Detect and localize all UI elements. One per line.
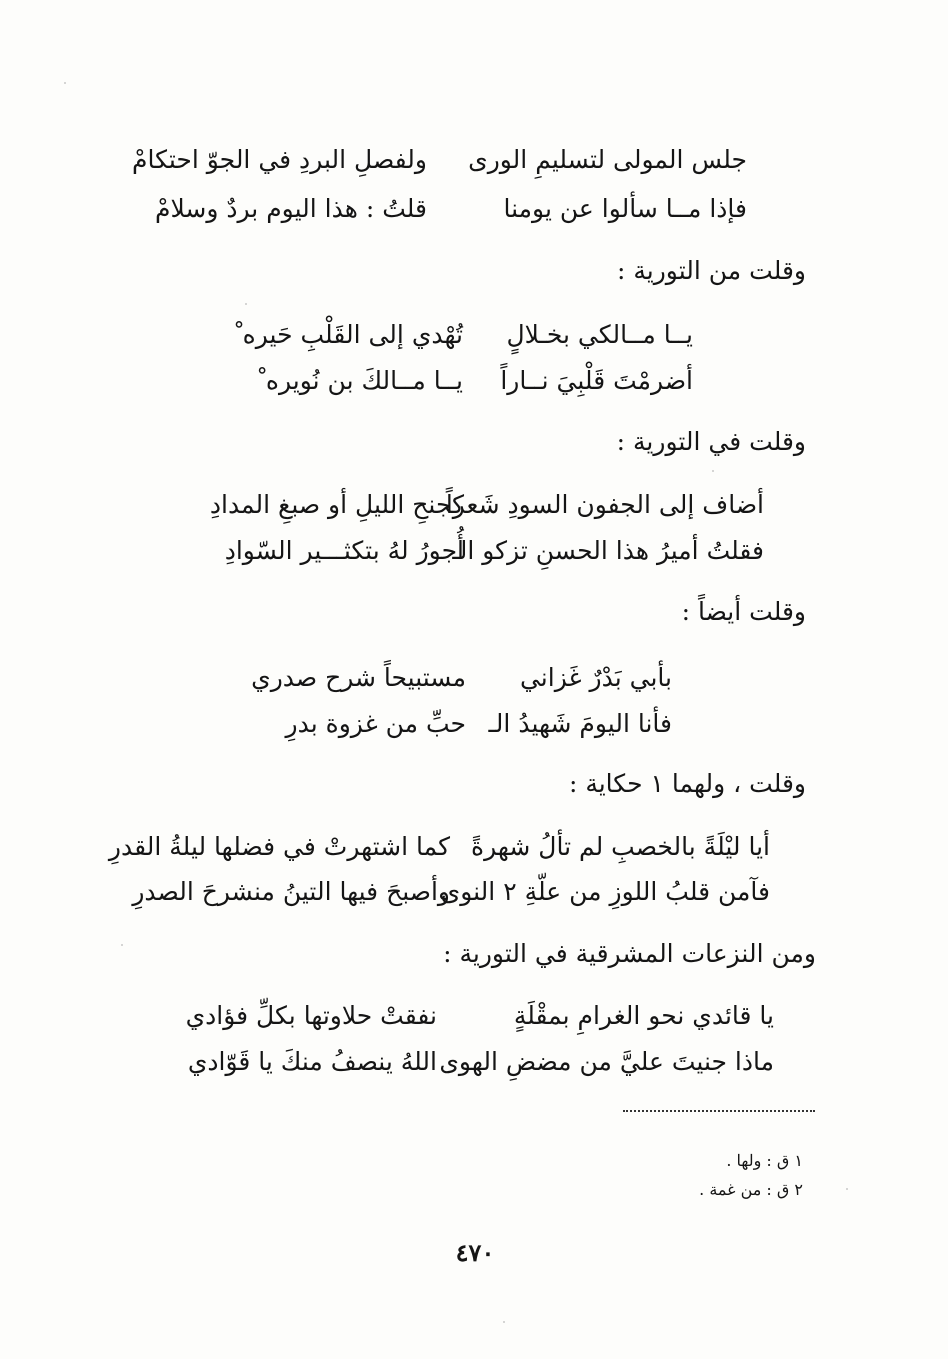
verse-5-left-hemistich: كجنحِ الليلِ أو صبغِ المدادِ (209, 490, 464, 519)
verse-6-left-hemistich: أُجورُ لهُ بتكثـــير السّوادِ (224, 536, 464, 565)
section-heading: وقلت في التورية : (616, 427, 806, 456)
verse-6-right-hemistich: فقلتُ أميرُ هذا الحسنِ تزكو الـ (452, 536, 764, 565)
verse-12-right-hemistich: ماذا جنيتَ عليَّ من مضضِ الهوى (439, 1047, 774, 1076)
footnote-2: ٢ ق : من غمة . (699, 1180, 803, 1199)
verse-2-left-hemistich: قلتُ : هذا اليوم بردٌ وسلامْ (155, 194, 427, 223)
verse-2-right-hemistich: فإذا مــا سألوا عن يومنا (503, 194, 747, 223)
verse-10-left-hemistich: وأصبحَ فيها التينُ منشرحَ الصدرِ (132, 877, 450, 906)
paper-speck (503, 1321, 505, 1323)
verse-7-left-hemistich: مستبيحاً شرح صدري (251, 663, 466, 692)
verse-4-right-hemistich: أضرمْتَ قَلْبِيَ نــاراً (500, 366, 693, 395)
verse-5-right-hemistich: أضاف إلى الجفون السودِ شَعراً (445, 490, 764, 519)
verse-3-right-hemistich: يــا مــالكي بخـلالٍ (506, 320, 693, 349)
paper-speck (121, 944, 123, 946)
verse-9-left-hemistich: كما اشتهرتْ في فضلها ليلةُ القدرِ (108, 832, 450, 861)
verse-11-left-hemistich: نفقتْ حلاوتها بكلِّ فؤادي (185, 1001, 437, 1030)
paper-speck (712, 470, 714, 472)
verse-8-left-hemistich: حبِّ من غزوة بدرِ (285, 709, 466, 738)
verse-10-right-hemistich: فآمن قلبُ اللوزِ من علّةِ ٢ النوى (440, 877, 770, 906)
footnote-1: ١ ق : ولها . (726, 1151, 803, 1170)
section-heading: وقلت ، ولهما ١ حكاية : (568, 769, 806, 798)
footnote-divider (623, 1110, 815, 1112)
verse-1-left-hemistich: ولفصلِ البردِ في الجوّ احتكامْ (131, 145, 427, 174)
verse-12-left-hemistich: اللهُ ينصفُ منكَ يا قَوّادي (187, 1047, 437, 1076)
section-heading: وقلت من التورية : (617, 256, 806, 285)
section-heading: وقلت أيضاً : (681, 597, 806, 626)
verse-9-right-hemistich: أيا ليْلَةً بالخصبِ لم تألُ شهرةً (470, 832, 770, 861)
verse-11-right-hemistich: يا قائدي نحو الغرامِ بمقْلَةٍ (513, 1001, 774, 1030)
verse-7-right-hemistich: بأبي بَدْرٌ غَزاني (519, 663, 672, 692)
page-number: ٤٧٠ (455, 1238, 495, 1267)
paper-speck (245, 303, 247, 305)
verse-8-right-hemistich: فأنا اليومَ شَهيدُ الـ (488, 709, 672, 738)
paper-speck (64, 82, 66, 84)
paper-speck (846, 1188, 848, 1190)
verse-4-left-hemistich: يــا مــالكَ بن نُويره ْ (258, 366, 463, 395)
verse-1-right-hemistich: جلس المولى لتسليمِ الورى (468, 145, 747, 174)
section-heading: ومن النزعات المشرقية في التورية : (443, 939, 816, 968)
verse-3-left-hemistich: تُهْدي إلى القَلْبِ حَيره ْ (235, 320, 463, 349)
